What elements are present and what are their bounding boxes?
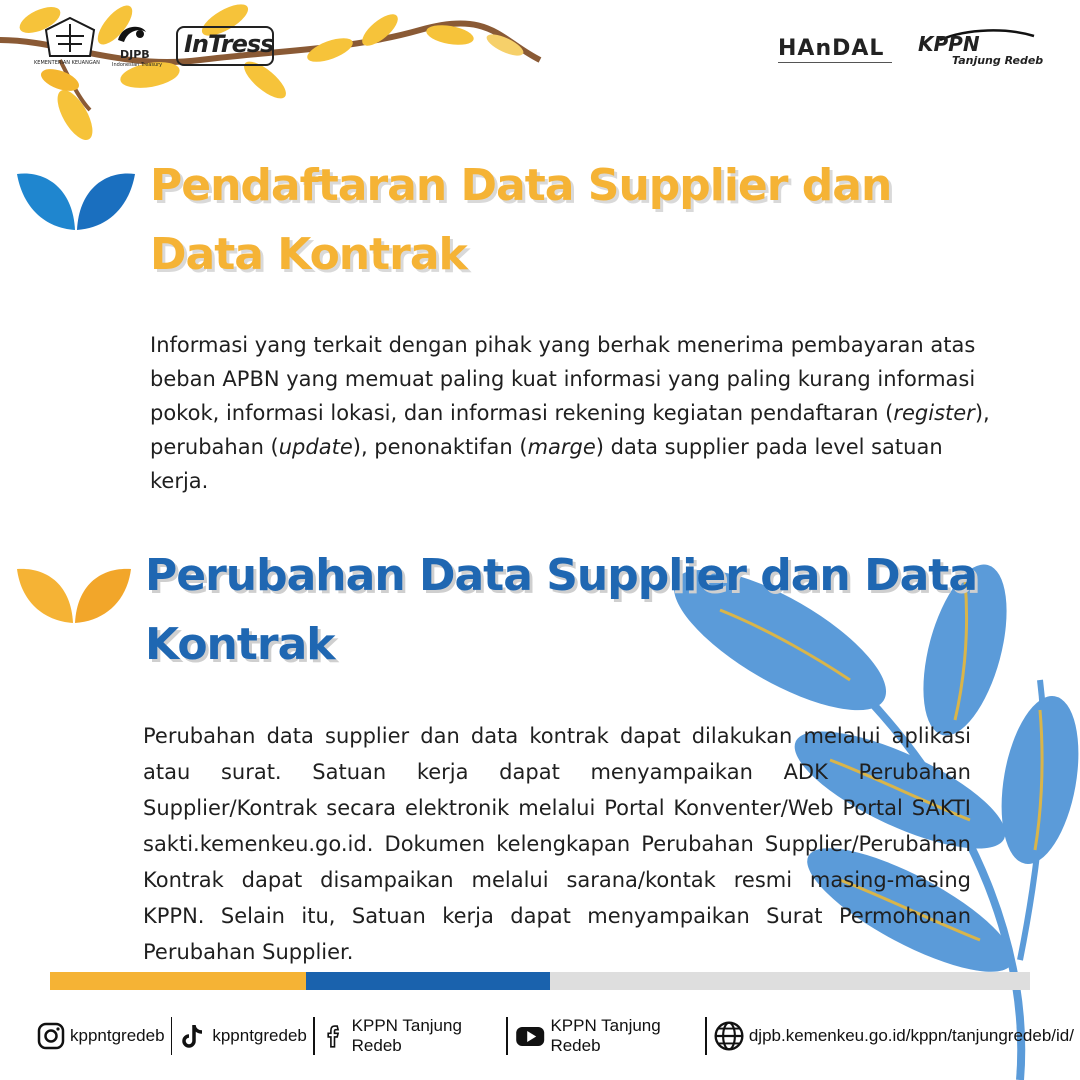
youtube-icon (514, 1021, 546, 1051)
italic-term: marge (527, 435, 596, 459)
italic-term: update (278, 435, 353, 459)
footer-instagram-link[interactable] (30, 1016, 171, 1056)
text-fragment: ) data supplier pada level satuan (595, 435, 943, 459)
section1-line-1: Informasi yang terkait dengan pihak yang berhak menerima pembayaran atas (150, 333, 976, 357)
section1-line-2: beban APBN yang memuat paling kuat informasi yang paling kurang informasi (150, 367, 976, 391)
footer-tiktok-link[interactable] (172, 1016, 313, 1056)
orange-leaf-icon (15, 565, 133, 627)
djpb-logo (112, 20, 174, 74)
website-url: djpb.kemenkeu.go.id/kppn/tanjungredeb/id/ (748, 1026, 1074, 1045)
instagram-icon (36, 1021, 66, 1051)
footer-youtube-link[interactable] (508, 1016, 705, 1056)
text-fragment: pokok, informasi lokasi, dan informasi rekening kegiatan pendaftaran ( (150, 401, 894, 425)
djpb-sublabel: Indonesian Treasury (112, 62, 163, 68)
intress-logo (176, 26, 274, 66)
text-fragment: ), (974, 401, 990, 425)
footer-social-bar (30, 1012, 1080, 1060)
section2-heading-line2: Kontrak (145, 618, 335, 670)
section1-paragraph (150, 328, 1030, 498)
globe-icon (713, 1020, 745, 1052)
facebook-icon (321, 1021, 348, 1051)
facebook-name: KPPN Tanjung Redeb (351, 1016, 462, 1055)
tiktok-icon (178, 1021, 208, 1051)
color-bar-blue (306, 972, 550, 990)
section1-line-3 (150, 396, 1030, 430)
djpb-label: DJPB (120, 48, 150, 61)
kppn-sublabel: Tanjung Redeb (952, 54, 1044, 67)
color-bar-orange (50, 972, 306, 990)
text-fragment: perubahan ( (150, 435, 279, 459)
section2-heading (145, 550, 1045, 672)
instagram-handle: kppntgredeb (70, 1026, 165, 1045)
section2-paragraph: Perubahan data supplier dan data kontrak dapat dilakukan melalui aplikasi atau surat. Satuan kerja dapat menyampaikan ADK Perubahan Supplier/Kontrak secara elektronik melalui Portal Konventer/Web Portal SAKTI sakti.kemenkeu.go.id. Dokumen kelengkapan Perubahan Supplier/Perubahan Kontrak dapat disampaikan melalui sarana/kontak resmi masing-masing KPPN. Selain itu, Satuan kerja dapat menyampaikan Surat Permohonan Perubahan Supplier. (143, 724, 971, 964)
handal-label: HAnDAL (778, 36, 885, 61)
intress-label: InTress (184, 30, 274, 58)
blue-leaf-icon (15, 168, 137, 234)
footer-facebook-link[interactable] (315, 1016, 507, 1056)
kemenkeu-emblem-icon (40, 16, 100, 60)
section1-line-4 (150, 430, 1030, 464)
djpb-emblem-icon (112, 20, 152, 46)
section1-heading-line1: Pendaftaran Data Supplier dan (150, 160, 892, 211)
kemenkeu-logo (34, 16, 100, 72)
kppn-label: KPPN (918, 32, 980, 56)
footer-website-link[interactable] (707, 1016, 1080, 1056)
section1-heading (150, 160, 1030, 282)
section1-line-5: kerja. (150, 469, 209, 493)
italic-term: register (893, 401, 975, 425)
section2-heading-line1: Perubahan Data Supplier dan Data (145, 550, 978, 601)
section1-heading-line2: Data Kontrak (150, 228, 467, 280)
handal-logo (778, 36, 898, 66)
handal-underline (778, 62, 892, 63)
color-bar-gray (550, 972, 1030, 990)
youtube-name: KPPN Tanjung Redeb (550, 1016, 661, 1055)
kppn-logo (918, 28, 1048, 70)
kemenkeu-label: KEMENTERIAN KEUANGAN (34, 60, 100, 66)
tiktok-handle: kppntgredeb (212, 1026, 307, 1045)
text-fragment: ), penonaktifan ( (352, 435, 528, 459)
